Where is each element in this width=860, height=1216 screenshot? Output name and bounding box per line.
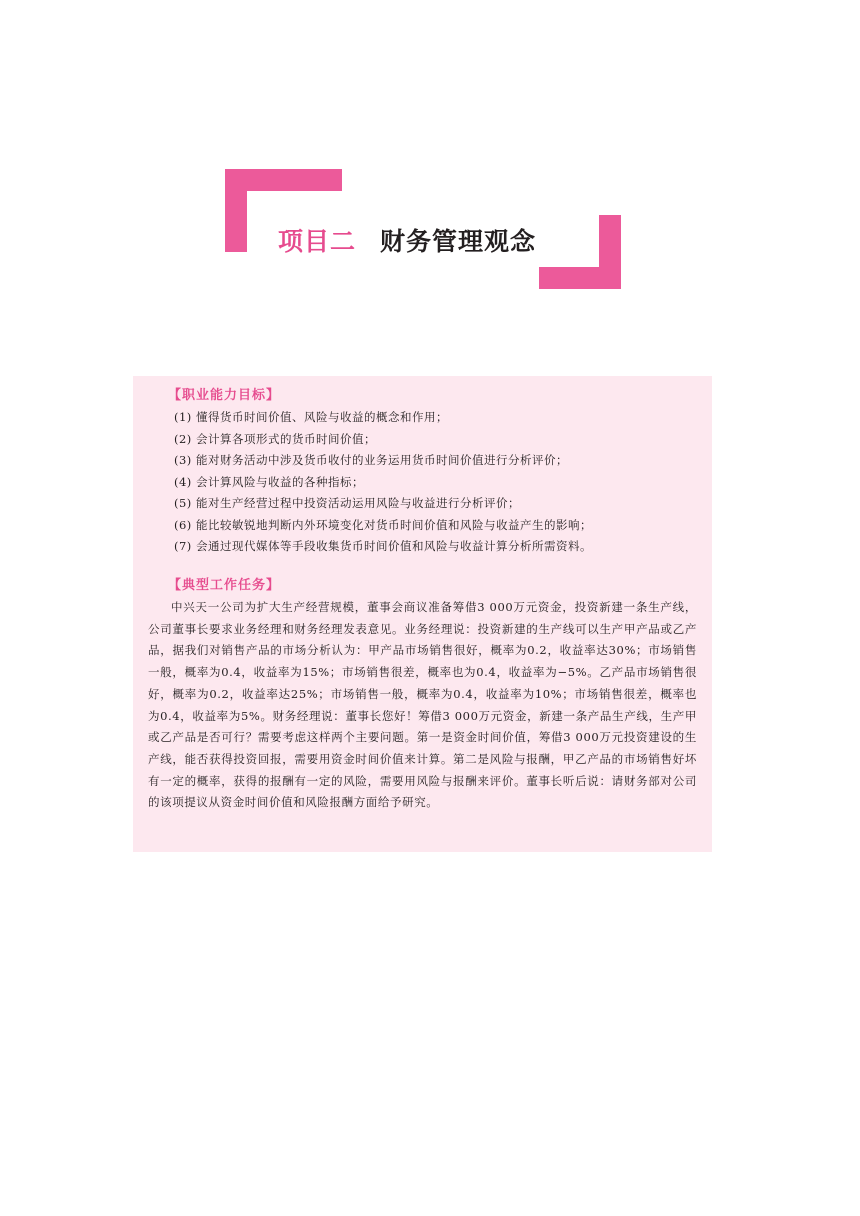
goal-item: (5) 能对生产经营过程中投资活动运用风险与收益进行分析评价；	[174, 496, 520, 510]
chapter-title: 财务管理观念	[380, 227, 537, 256]
corner-bracket-bottom-right	[539, 267, 621, 289]
page-title	[278, 222, 536, 258]
chapter-number: 项目二	[278, 227, 357, 256]
task-heading: 【典型工作任务】	[168, 578, 281, 593]
corner-bracket-top-left	[225, 169, 247, 252]
goal-item: (2) 会计算各项形式的货币时间价值；	[174, 431, 376, 446]
goal-item: (1) 懂得货币时间价值、风险与收益的概念和作用；	[174, 410, 448, 424]
goals-list	[174, 407, 704, 558]
goal-item: (6) 能比较敏锐地判断内外环境变化对货币时间价值和风险与收益产生的影响；	[174, 517, 592, 532]
goal-item: (3) 能对财务活动中涉及货币收付的业务运用货币时间价值进行分析评价；	[174, 453, 568, 467]
goal-item: (4) 会计算风险与收益的各种指标；	[174, 474, 364, 489]
goal-item: (7) 会通过现代媒体等手段收集货币时间价值和风险与收益计算分析所需资料。	[174, 539, 592, 553]
goals-heading: 【职业能力目标】	[168, 388, 281, 403]
task-paragraph: 中兴天一公司为扩大生产经营规模，董事会商议准备筹借3 000万元资金，投资新建一条生产线，公司董事长要求业务经理和财务经理发表意见。业务经理说：投资新建的生产线可以生产甲产品或乙产品，据我们对销售产品的市场分析认为：甲产品市场销售很好，概率为0.2，收益率达30%；市场销售一般，概率为0.4，收益率为15%；市场销售很差，概率也为0.4，收益率为−5%。乙产品市场销售很好，概率为0.2，收益率达25%；市场销售一般，概率为0.4，收益率为10%；市场销售很差，概率也为0.4，收益率为5%。财务经理说：董事长您好！筹借3 000万元资金，新建一条产品生产线，生产甲或乙产品是否可行？需要考虑这样两个主要问题。第一是资金时间价值，筹借3 000万元投资建设的生产线，能否获得投资回报，需要用资金时间价值来计算。第二是风险与报酬，甲乙产品的市场销售好坏有一定的概率，获得的报酬有一定的风险，需要用风险与报酬来评价。董事长听后说：请财务部对公司的该项提议从资金时间价值和风险报酬方面给予研究。	[148, 600, 697, 810]
